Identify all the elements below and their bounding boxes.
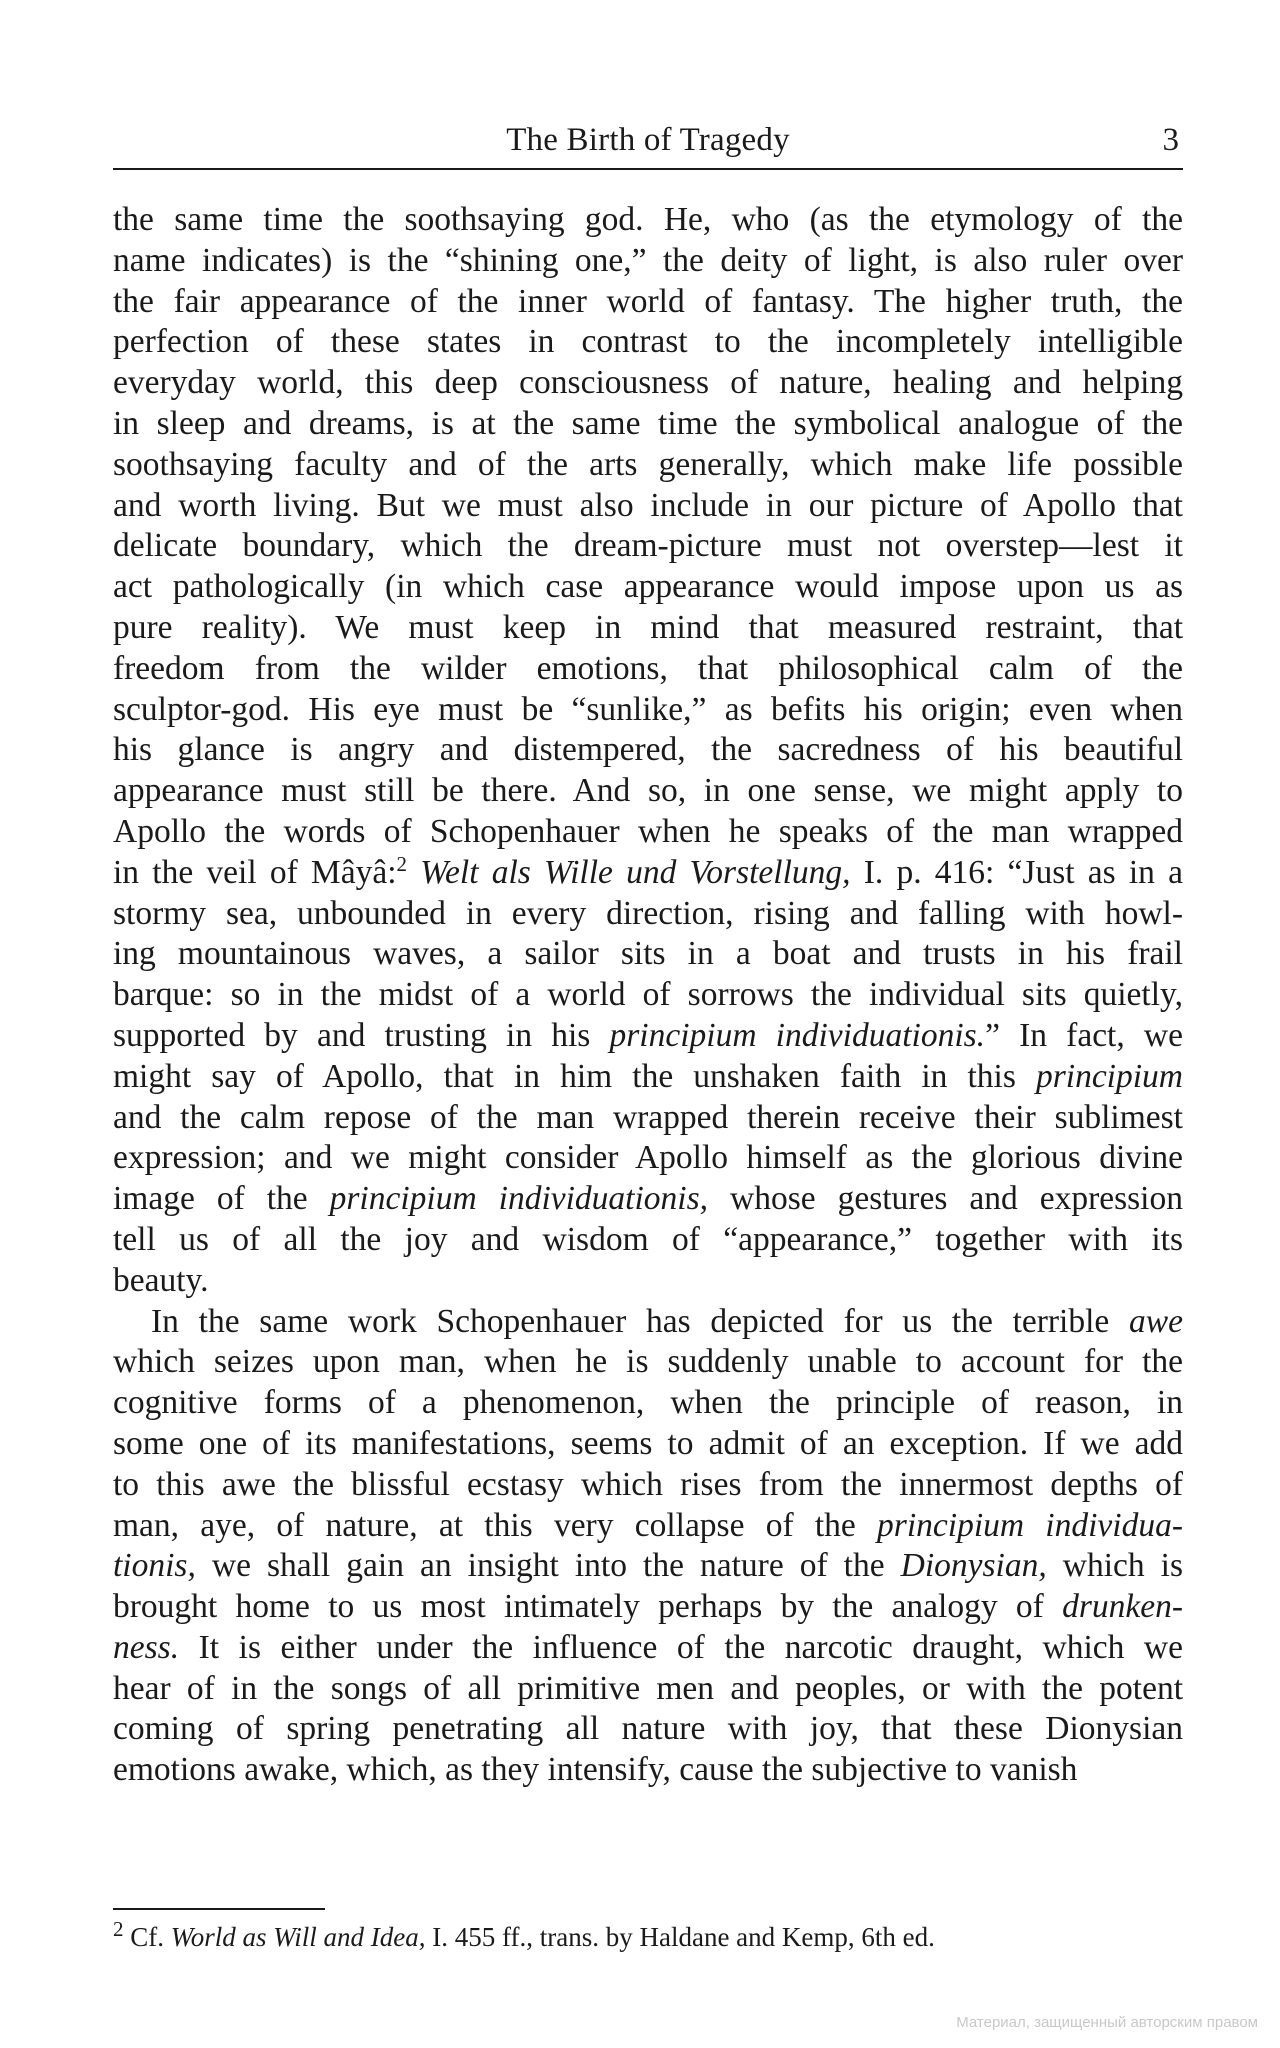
text-line: [113, 1628, 1183, 1669]
text-run: some one of its manifestations, seems to admit of an exception. If we add: [113, 1424, 1183, 1462]
text-run: to this awe the blissful ecstasy which rises from the innermost depths of: [113, 1465, 1183, 1503]
text-run: the same time the soothsaying god. He, who (as the etymology of the: [113, 201, 1183, 238]
text-run: brought home to us most intimately perhaps by the analogy of: [113, 1588, 1063, 1626]
footnote-suffix: I. 455 ff., trans. by Haldane and Kemp, 6th ed.: [425, 1922, 935, 1952]
footnote-prefix: Cf.: [123, 1922, 171, 1952]
paragraph: [113, 1302, 1183, 1792]
text-run: appearance must still be there. And so, in one sense, we might apply to: [113, 772, 1183, 810]
text-line: [113, 730, 1183, 771]
italic-text: principium individuationis.: [609, 1016, 986, 1054]
italic-text: tionis,: [113, 1547, 196, 1585]
text-run: barque: so in the midst of a world of sorrows the individual sits quietly,: [113, 976, 1183, 1014]
footnote-separator: [113, 1908, 325, 1910]
text-line: [113, 1016, 1183, 1057]
footnote: [113, 1917, 1183, 1954]
text-line: [113, 853, 1183, 894]
page-number: 3: [1162, 122, 1179, 158]
text-run: which is: [1046, 1547, 1183, 1585]
text-run: act pathologically (in which case appearance would impose upon us as: [113, 568, 1183, 606]
text-run: delicate boundary, which the dream-picture must not overstep—lest it: [113, 527, 1183, 565]
running-title: The Birth of Tragedy: [506, 122, 790, 158]
text-line: [113, 1424, 1183, 1465]
text-run: we shall gain an insight into the nature of the: [195, 1547, 901, 1585]
text-line: [113, 608, 1183, 649]
text-run: man, aye, of nature, at this very collapse of the: [113, 1506, 878, 1544]
footnote-title: World as Will and Idea,: [170, 1922, 426, 1952]
text-run: In the same work Schopenhauer has depicted for us the terrible: [151, 1302, 1130, 1340]
text-run: expression; and we might consider Apollo himself as the glorious divine: [113, 1139, 1183, 1177]
text-line: [113, 771, 1183, 812]
text-run: hear of in the songs of all primitive men and peoples, or with the potent: [113, 1669, 1183, 1707]
text-line: [113, 690, 1183, 731]
text-line: [113, 1220, 1183, 1261]
text-line: [113, 975, 1183, 1016]
text-line: [113, 1057, 1183, 1098]
text-run: [407, 854, 420, 891]
text-line: [113, 363, 1183, 404]
text-line: [113, 1506, 1183, 1547]
text-run: in the veil of Mâyâ:: [113, 853, 397, 891]
text-run: his glance is angry and distempered, the sacredness of his beautiful: [113, 731, 1183, 769]
text-line: [113, 1465, 1183, 1506]
text-line: [113, 282, 1183, 323]
text-run: Apollo the words of Schopenhauer when he speaks of the man wrapped: [113, 812, 1183, 850]
text-run: coming of spring penetrating all nature with joy, that these Dionysian: [113, 1710, 1183, 1748]
text-line: [113, 567, 1183, 608]
text-run: perfection of these states in contrast to the incompletely intelligible: [113, 323, 1183, 361]
text-line: [113, 1342, 1183, 1383]
text-run: might say of Apollo, that in him the unshaken faith in this: [113, 1057, 1036, 1095]
text-run: ” In fact, we: [985, 1016, 1183, 1054]
text-run: stormy sea, unbounded in every direction, rising and falling with howl-: [113, 894, 1183, 932]
italic-text: Welt als Wille und Vorstellung,: [420, 853, 851, 891]
text-run: It is either under the influence of the narcotic draught, which we: [179, 1628, 1183, 1666]
italic-text: principium: [1035, 1057, 1183, 1095]
italic-text: Dionysian,: [900, 1547, 1047, 1585]
text-run: everyday world, this deep consciousness of nature, healing and helping: [113, 364, 1183, 402]
text-run: pure reality). We must keep in mind that measured restraint, that: [113, 608, 1183, 646]
italic-text: principium individua-: [877, 1506, 1184, 1544]
text-line: [113, 1750, 1183, 1791]
text-line: [113, 1669, 1183, 1710]
text-run: the fair appearance of the inner world of fantasy. The higher truth, the: [113, 282, 1183, 320]
italic-text: awe: [1129, 1302, 1183, 1340]
text-run: ing mountainous waves, a sailor sits in a boat and trusts in his frail: [113, 935, 1183, 973]
text-line: [113, 934, 1183, 975]
running-header: [113, 118, 1183, 170]
italic-text: ness.: [113, 1628, 180, 1666]
text-run: I. p. 416: “Just as in a: [850, 853, 1183, 891]
text-run: image of the: [113, 1180, 330, 1218]
italic-text: principium individuationis,: [329, 1180, 709, 1218]
text-line: [113, 812, 1183, 853]
text-line: [113, 486, 1183, 527]
text-run: beauty.: [113, 1261, 209, 1299]
text-line: [113, 445, 1183, 486]
text-line: [113, 1587, 1183, 1628]
text-line: [113, 241, 1183, 282]
text-run: and worth living. But we must also include in our picture of Apollo that: [113, 486, 1183, 524]
footnote-marker: 2: [113, 1917, 124, 1941]
text-line: [113, 1546, 1183, 1587]
text-run: sculptor-god. His eye must be “sunlike,” as befits his origin; even when: [113, 690, 1183, 728]
text-run: supported by and trusting in his: [113, 1016, 610, 1054]
text-line: [113, 649, 1183, 690]
text-line: [113, 1138, 1183, 1179]
text-line: [113, 1709, 1183, 1750]
text-run: soothsaying faculty and of the arts generally, which make life possible: [113, 445, 1183, 483]
text-run: whose gestures and expression: [708, 1180, 1183, 1218]
text-run: tell us of all the joy and wisdom of “appearance,” together with its: [113, 1220, 1183, 1258]
text-run: cognitive forms of a phenomenon, when the principle of reason, in: [113, 1384, 1183, 1422]
text-line: [113, 322, 1183, 363]
text-run: in sleep and dreams, is at the same time the symbolical analogue of the: [113, 404, 1183, 442]
text-run: name indicates) is the “shining one,” the deity of light, is also ruler over: [113, 241, 1183, 279]
text-line: [113, 1261, 1183, 1302]
text-line: [113, 1179, 1183, 1220]
text-run: freedom from the wilder emotions, that philosophical calm of the: [113, 649, 1183, 687]
text-line: [113, 894, 1183, 935]
text-run: emotions awake, which, as they intensify, cause the subjective to vanish: [113, 1751, 1078, 1789]
text-line: [113, 1302, 1183, 1343]
footnote-ref: 2: [396, 851, 408, 876]
text-run: which seizes upon man, when he is suddenly unable to account for the: [113, 1343, 1183, 1381]
copyright-watermark: Материал, защищенный авторским правом: [956, 2014, 1258, 2031]
text-line: [113, 404, 1183, 445]
text-run: and the calm repose of the man wrapped therein receive their sublimest: [113, 1098, 1183, 1136]
text-line: [113, 1383, 1183, 1424]
text-line: [113, 1098, 1183, 1139]
body-text: [113, 200, 1183, 1791]
italic-text: drunken-: [1062, 1588, 1183, 1626]
text-line: [113, 526, 1183, 567]
paragraph: [113, 200, 1183, 1302]
text-line: [113, 200, 1183, 241]
